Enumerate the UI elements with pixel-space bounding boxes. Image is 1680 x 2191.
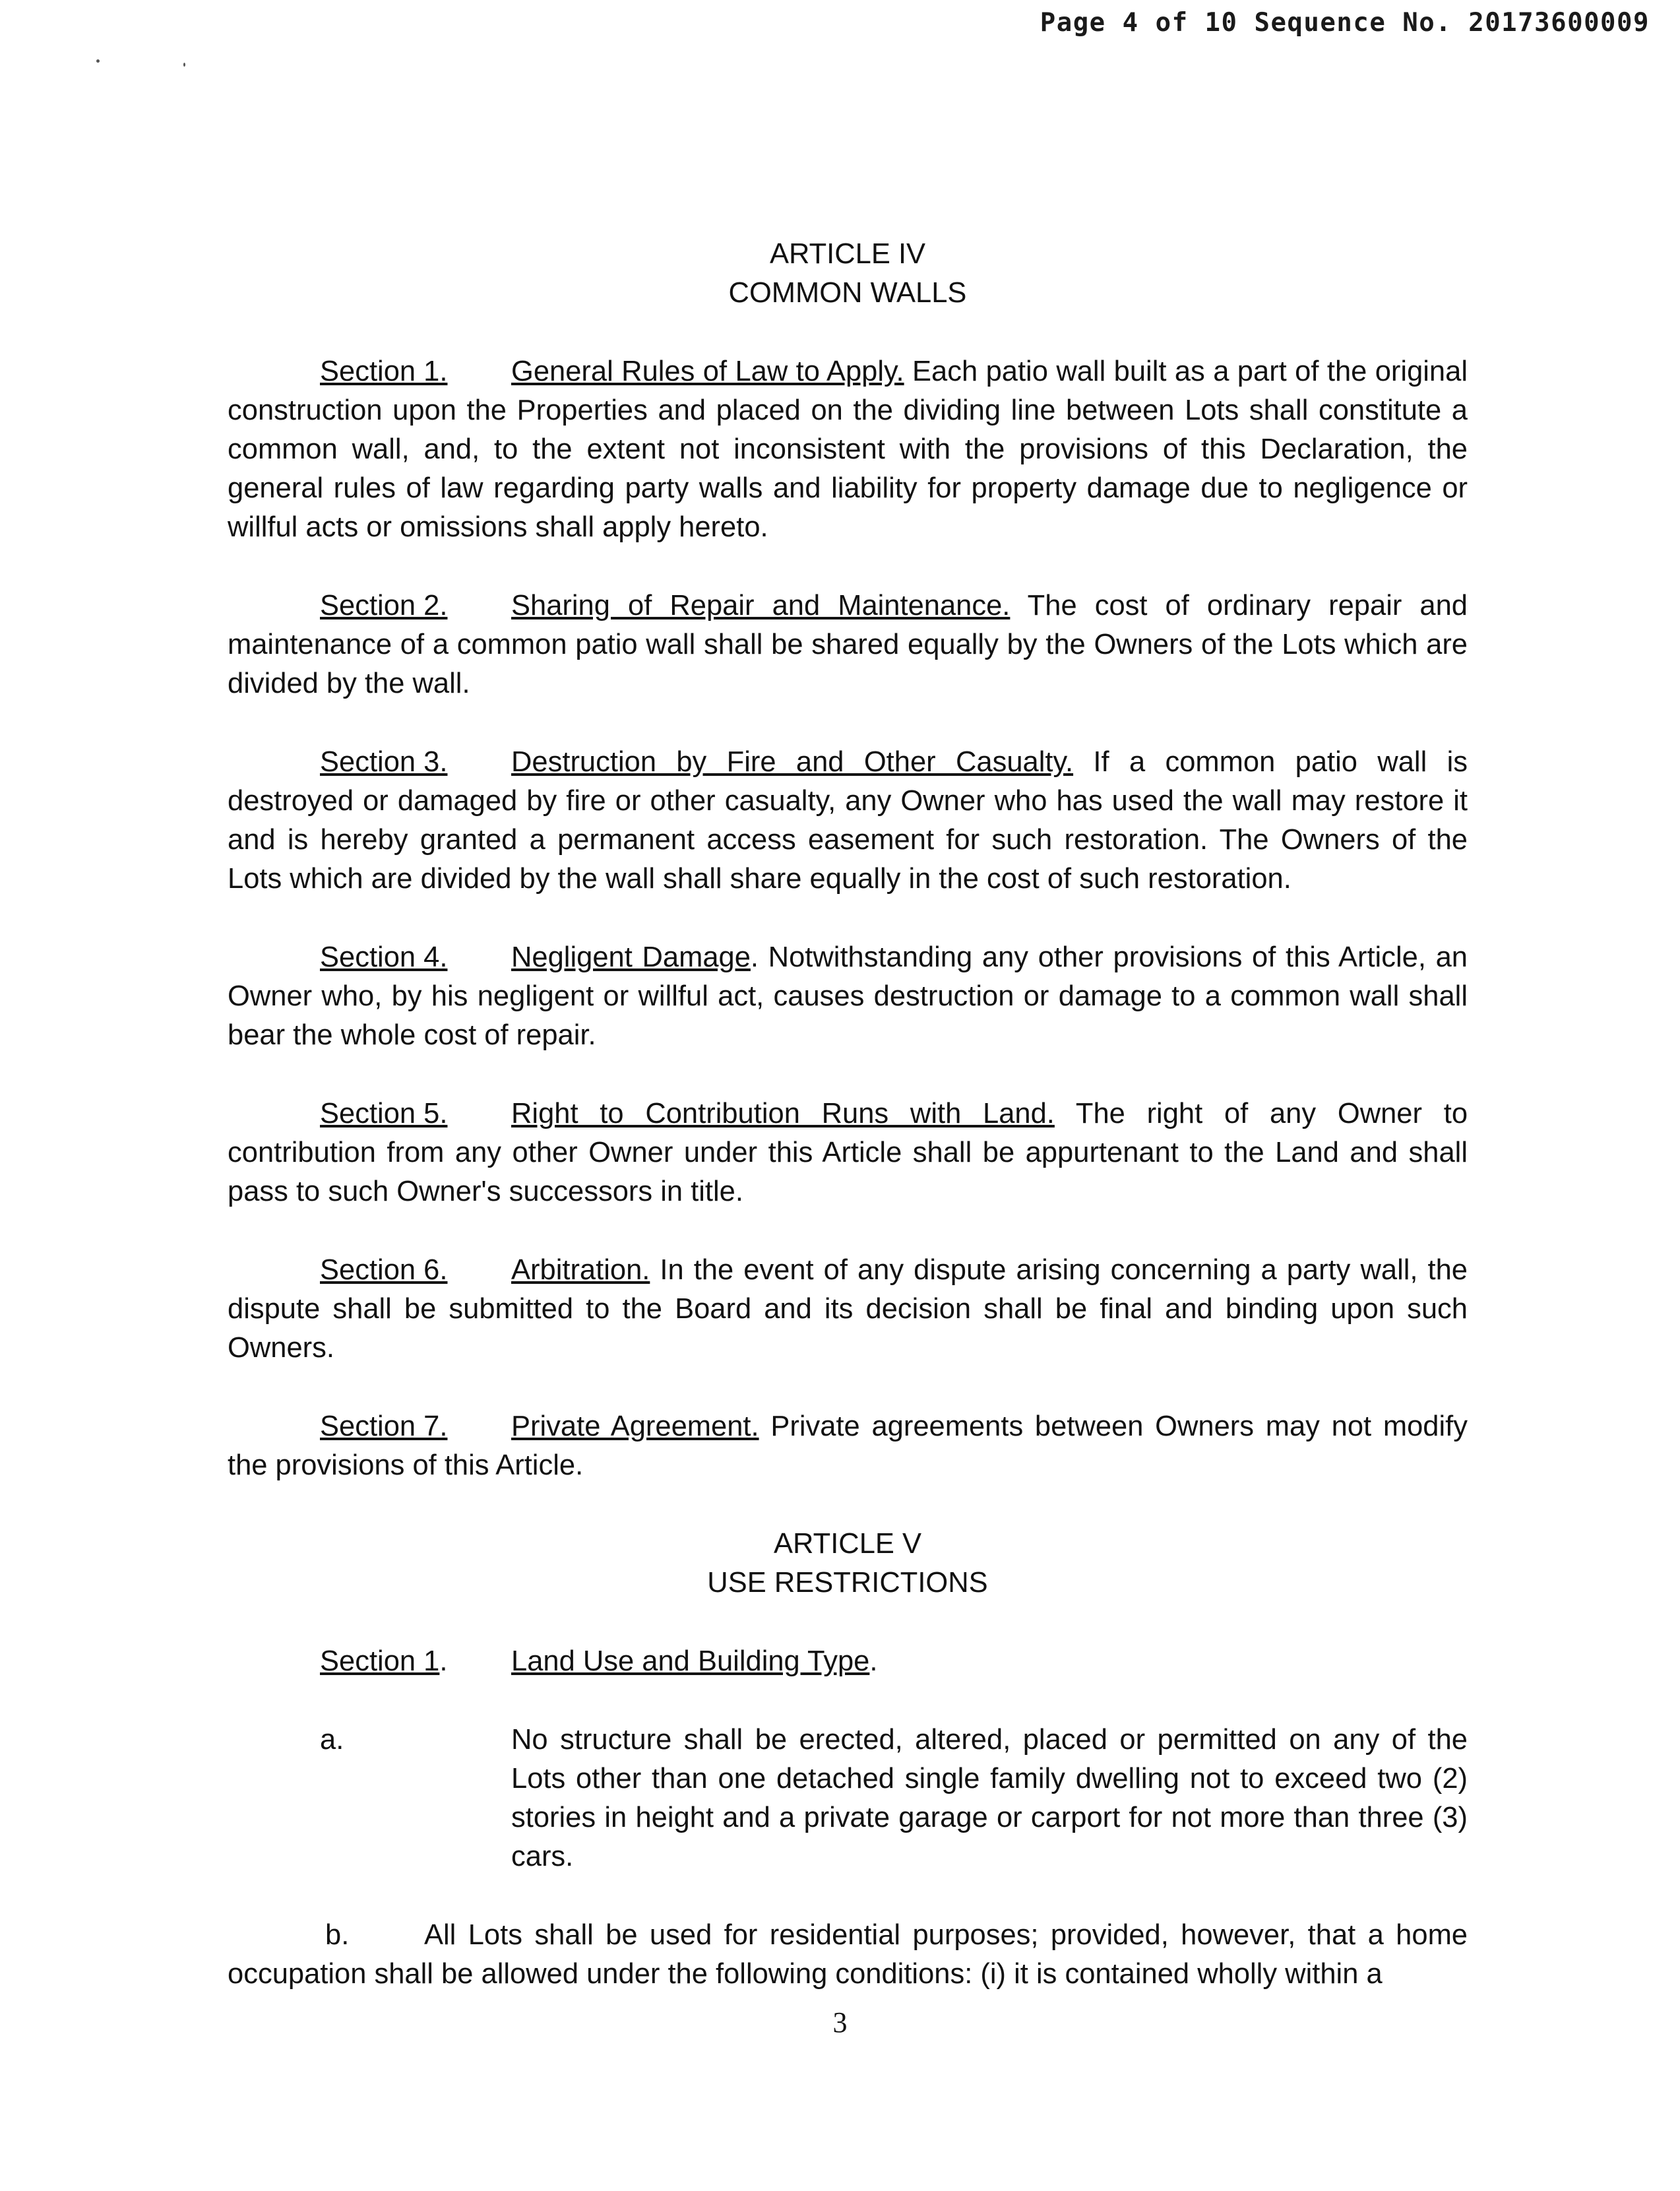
list-item	[228, 1721, 1468, 1876]
item-letter: b.	[325, 1919, 350, 1951]
section-number: Section 2.	[320, 590, 448, 621]
section-text: . Notwithstanding any other provisions of this Article, an Owner who, by his negligent or willful act, causes destruction or damage to a common wall shall bear the whole cost of repair.	[228, 941, 1468, 1051]
item-text: All Lots shall be used for residential purposes; provided, however, that a home occupation shall be allowed under the following conditions: (i) it is contained wholly within a	[228, 1919, 1468, 1990]
scan-speck	[183, 63, 185, 67]
article-iv-section	[228, 1251, 1468, 1368]
section-number-suffix: .	[439, 1645, 448, 1677]
section-title: General Rules of Law to Apply.	[511, 356, 904, 387]
section-text: Each patio wall built as a part of the original construction upon the Properties and placed on the dividing line between Lots shall constitute a common wall, and, to the extent not inconsistent with the provisions of this Declaration, the general rules of law regarding party walls and liability for property damage due to negligence or willful acts or omissions shall apply hereto.	[228, 356, 1468, 543]
article-iv-section	[228, 1407, 1468, 1485]
section-title: Land Use and Building Type	[511, 1645, 870, 1677]
section-title: Destruction by Fire and Other Casualty.	[511, 746, 1074, 778]
section-text: The right of any Owner to contribution from any other Owner under this Article shall be appurtenant to the Land and shall pass to such Owner's successors in title.	[228, 1098, 1468, 1207]
item-letter: a.	[320, 1724, 344, 1756]
item-text: No structure shall be erected, altered, placed or permitted on any of the Lots other than one detached single family dwelling not to exceed two (2) stories in height and a private garage or carport for not more than three (3) cars.	[511, 1724, 1468, 1872]
section-text: The cost of ordinary repair and maintenance of a common patio wall shall be shared equally by the Owners of the Lots which are divided by the wall.	[228, 590, 1468, 699]
article-title: ARTICLE IV	[769, 238, 926, 270]
section-title: Private Agreement.	[511, 1411, 759, 1442]
article-iv-section	[228, 938, 1468, 1055]
article-subtitle: COMMON WALLS	[728, 277, 967, 309]
document-body	[228, 235, 1468, 2023]
section-text: In the event of any dispute arising concerning a party wall, the dispute shall be submitted to the Board and its decision shall be final and binding upon such Owners.	[228, 1254, 1468, 1364]
section-number: Section 3.	[320, 746, 448, 778]
article-iv-section	[228, 352, 1468, 547]
article-subtitle: USE RESTRICTIONS	[707, 1567, 988, 1599]
article-v-section	[228, 1642, 1468, 1681]
section-number: Section 4.	[320, 941, 448, 973]
sequence-stamp: Page 4 of 10 Sequence No. 20173600009	[1040, 8, 1650, 38]
section-text: Private agreements between Owners may not modify the provisions of this Article.	[228, 1411, 1468, 1481]
article-iv-section	[228, 743, 1468, 899]
article-v-heading	[228, 1525, 1468, 1603]
section-number-text: Section 1	[320, 1645, 440, 1677]
section-text: If a common patio wall is destroyed or damaged by fire or other casualty, any Owner who has used the wall may restore it and is hereby granted a permanent access easement for such restoration. The Owners of the Lots which are divided by the wall shall share equally in the cost of such restoration.	[228, 746, 1468, 895]
article-iv-section	[228, 587, 1468, 703]
scan-speck	[96, 59, 100, 63]
section-number: Section 5.	[320, 1098, 448, 1129]
list-item	[228, 1916, 1468, 1994]
article-iv-section	[228, 1095, 1468, 1211]
article-title: ARTICLE V	[773, 1528, 922, 1560]
section-title: Negligent Damage	[511, 941, 751, 973]
section-number	[320, 1642, 511, 1681]
article-iv-heading	[228, 235, 1468, 313]
section-title: Arbitration.	[511, 1254, 650, 1286]
section-number: Section 6.	[320, 1254, 448, 1286]
section-title: Right to Contribution Runs with Land.	[511, 1098, 1055, 1129]
section-number: Section 7.	[320, 1411, 448, 1442]
section-title: Sharing of Repair and Maintenance.	[511, 590, 1011, 621]
section-number: Section 1.	[320, 356, 448, 387]
section-title-suffix: .	[869, 1645, 878, 1677]
page-number: 3	[832, 2006, 848, 2039]
